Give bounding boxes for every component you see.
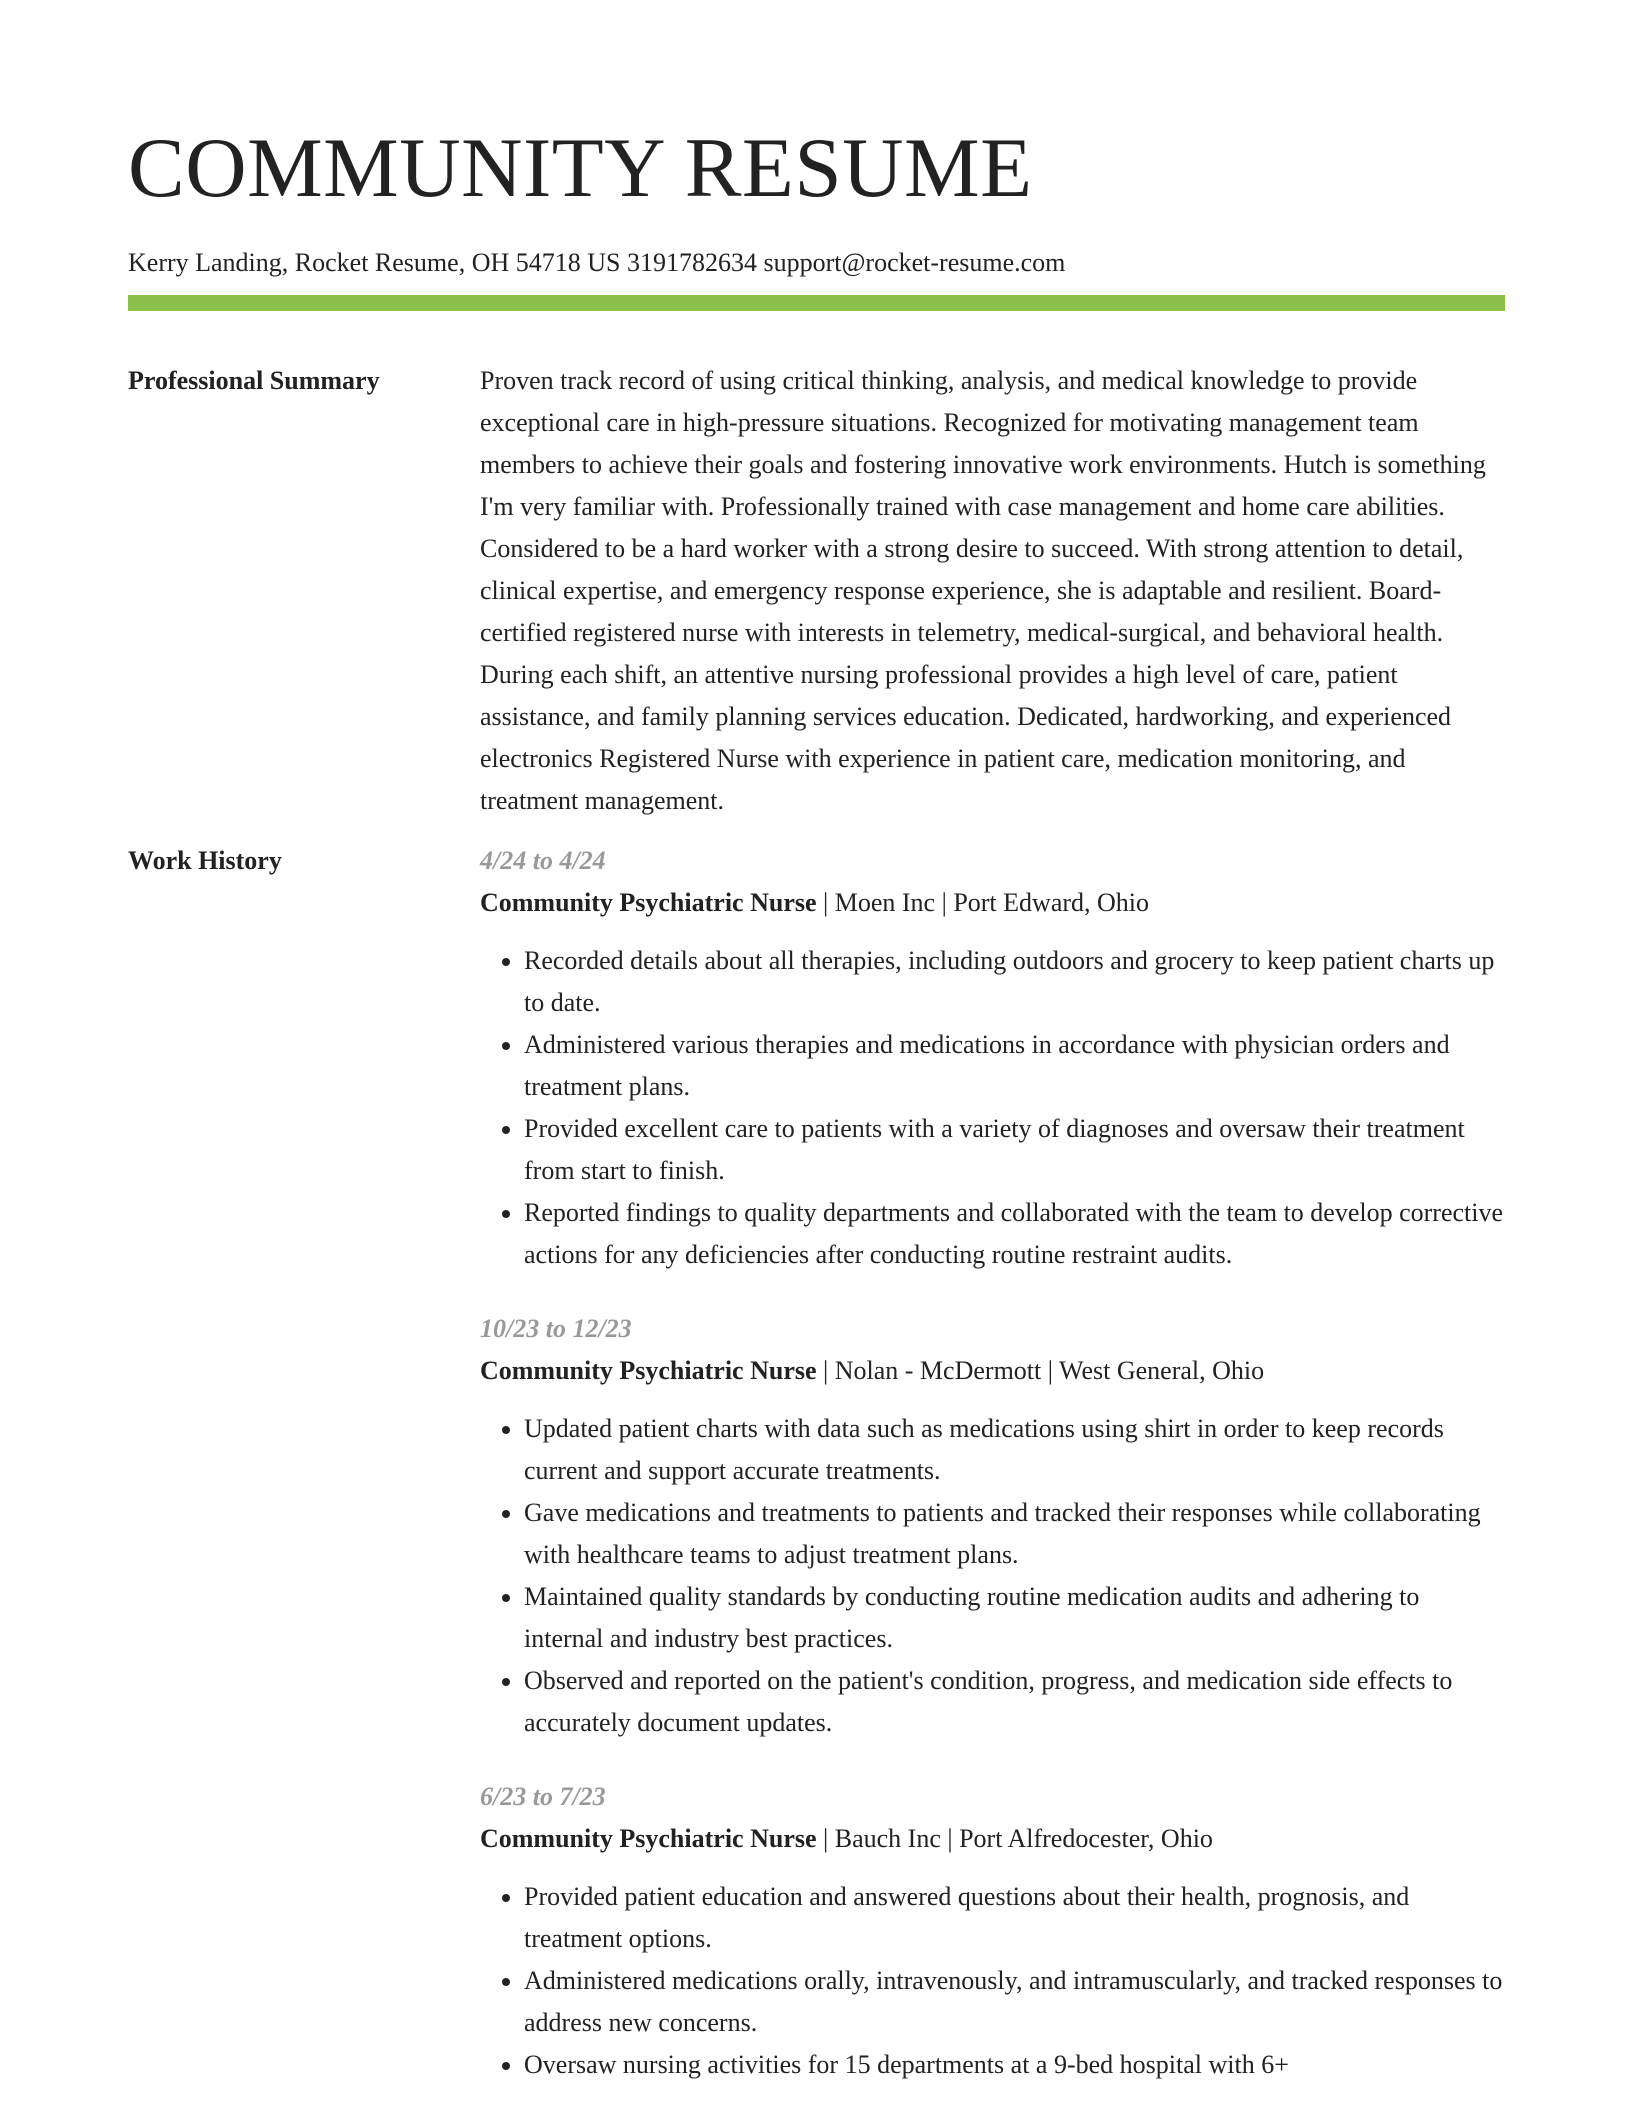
job-bullet: • Updated patient charts with data such as medications using shirt in order to keep records current and support accurate treatments. [524, 1408, 1505, 1492]
job-entry [480, 1776, 1505, 2086]
job-title-line [480, 1350, 1505, 1392]
job-bullets [480, 940, 1505, 1276]
job-title-line [480, 882, 1505, 924]
resume-title: COMMUNITY RESUME [128, 121, 1033, 215]
job-title: Community Psychiatric Nurse [480, 1824, 817, 1853]
job-bullet: • Oversaw nursing activities for 15 departments at a 9-bed hospital with 6+ [524, 2044, 1505, 2086]
job-bullet: • Administered various therapies and medications in accordance with physician orders and treatment plans. [524, 1024, 1505, 1108]
job-bullet: • Provided excellent care to patients with a variety of diagnoses and oversaw their treatment from start to finish. [524, 1108, 1505, 1192]
contact-email: support@rocket-resume.com [763, 248, 1066, 277]
job-dates: 10/23 to 12/23 [480, 1314, 632, 1343]
summary-heading: Professional Summary [128, 366, 380, 395]
job-company: Nolan - McDermott [834, 1356, 1042, 1385]
job-dates: 6/23 to 7/23 [480, 1782, 606, 1811]
job-location: West General, Ohio [1059, 1356, 1265, 1385]
job-bullet: • Gave medications and treatments to patients and tracked their responses while collaborating with healthcare teams to adjust treatment plans. [524, 1492, 1505, 1576]
job-bullets [480, 1408, 1505, 1744]
job-bullet: • Administered medications orally, intravenously, and intramuscularly, and tracked responses to address new concerns. [524, 1960, 1505, 2044]
separator [817, 1356, 835, 1385]
job-entry [480, 1308, 1505, 1744]
work-history-heading: Work History [128, 846, 282, 875]
job-company: Moen Inc [834, 888, 936, 917]
job-title-line [480, 1818, 1505, 1860]
job-bullet: • Observed and reported on the patient's condition, progress, and medication side effects to accurately document updates. [524, 1660, 1505, 1744]
contact-address: Kerry Landing, Rocket Resume, OH 54718 US [128, 248, 621, 277]
job-bullet: • Reported findings to quality departments and collaborated with the team to develop corrective actions for any deficiencies after conducting routine restraint audits. [524, 1192, 1505, 1276]
job-bullets [480, 1876, 1505, 2086]
job-dates: 4/24 to 4/24 [480, 846, 606, 875]
separator [935, 888, 953, 917]
header-divider [128, 295, 1505, 311]
job-company: Bauch Inc [834, 1824, 941, 1853]
job-entry [480, 840, 1505, 1276]
summary-text: Proven track record of using critical thinking, analysis, and medical knowledge to provide exceptional care in high-pressure situations. Recognized for motivating management team members to achieve their goals and fostering innovative work environments. Hutch is something I'm very familiar with. Professionally trained with case management and home care abilities. Considered to be a hard worker with a strong desire to succeed. With strong attention to detail, clinical expertise, and emergency response experience, she is adaptable and resilient. Board-certified registered nurse with interests in telemetry, medical-surgical, and behavioral health. During each shift, an attentive nursing professional provides a high level of care, patient assistance, and family planning services education. Dedicated, hardworking, and experienced electronics Registered Nurse with experience in patient care, medication monitoring, and treatment management. [480, 366, 1486, 815]
resume-page [128, 0, 1505, 2118]
job-title: Community Psychiatric Nurse [480, 888, 817, 917]
separator [817, 1824, 835, 1853]
job-bullet: • Provided patient education and answered questions about their health, prognosis, and treatment options. [524, 1876, 1505, 1960]
job-location: Port Alfredocester, Ohio [959, 1824, 1213, 1853]
job-list [480, 840, 1505, 2118]
job-bullet: • Maintained quality standards by conducting routine medication audits and adhering to internal and industry best practices. [524, 1576, 1505, 1660]
job-location: Port Edward, Ohio [953, 888, 1150, 917]
contact-line [128, 246, 1505, 280]
separator [1041, 1356, 1059, 1385]
job-title: Community Psychiatric Nurse [480, 1356, 817, 1385]
summary-section [128, 360, 1505, 822]
separator [941, 1824, 959, 1853]
separator [817, 888, 835, 917]
contact-phone: 3191782634 [626, 248, 757, 277]
job-bullet: • Recorded details about all therapies, including outdoors and grocery to keep patient charts up to date. [524, 940, 1505, 1024]
work-history-section [128, 840, 1505, 2118]
